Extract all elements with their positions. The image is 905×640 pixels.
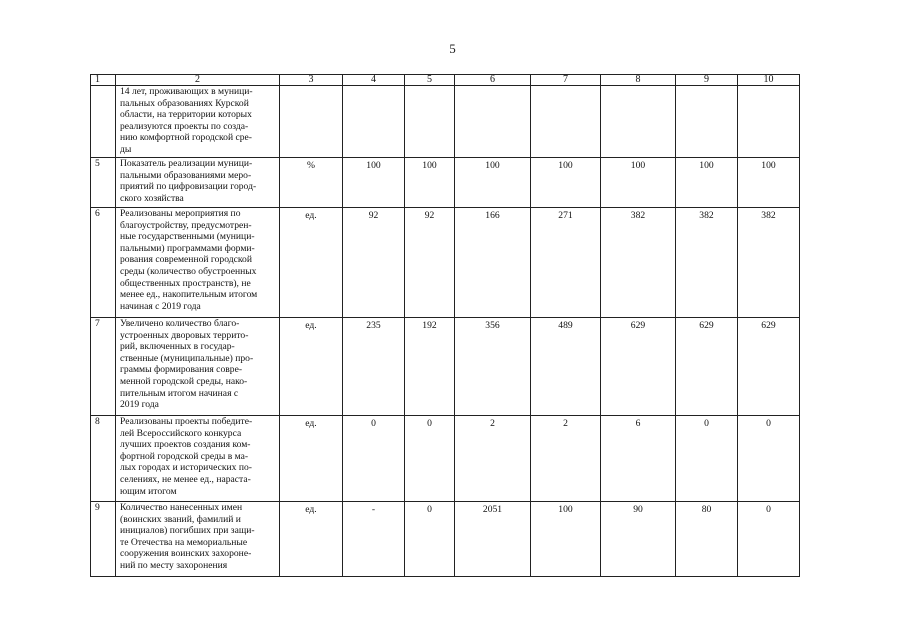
indicator-name-line: сооружения воинских захороне- xyxy=(120,548,252,560)
indicators-table xyxy=(90,74,800,577)
indicator-name-line: пальными) программами форми- xyxy=(120,242,255,254)
row-number: 8 xyxy=(91,416,116,502)
indicator-name-line: ющим итогом xyxy=(120,485,177,497)
indicator-name-line: пальными образованиями меро- xyxy=(120,169,252,181)
indicator-name-line: пительным итогом начиная с xyxy=(120,387,239,399)
value-cell: 80 xyxy=(676,502,738,577)
indicator-name-line: ского хозяйства xyxy=(120,192,184,204)
indicator-name-line: фортной городской среды в ма- xyxy=(120,450,249,462)
indicator-name-line: среды (количество обустроенных xyxy=(120,265,257,277)
value-cell: 0 xyxy=(405,502,455,577)
value-cell: 0 xyxy=(738,416,800,502)
value-cell xyxy=(676,86,738,158)
indicator-name-line: области, на территории которых xyxy=(120,109,252,121)
header-cell: 10 xyxy=(738,75,800,86)
table-row xyxy=(91,502,800,577)
header-cell: 2 xyxy=(116,75,280,86)
indicator-name xyxy=(116,86,280,158)
value-cell: 0 xyxy=(676,416,738,502)
indicator-name-line: пальных образованиях Курской xyxy=(120,97,249,109)
indicator-name-line: рий, включенных в государ- xyxy=(120,341,235,353)
indicator-name-line: 2019 года xyxy=(120,399,159,411)
value-cell: 629 xyxy=(738,318,800,416)
value-cell: 90 xyxy=(601,502,676,577)
table-header-row xyxy=(91,75,800,86)
indicator-name xyxy=(116,208,280,318)
row-number: 9 xyxy=(91,502,116,577)
value-cell: 100 xyxy=(601,158,676,208)
indicator-name-line: лых городах и исторических по- xyxy=(120,462,252,474)
value-cell: 100 xyxy=(676,158,738,208)
indicator-name-line: реализуются проекты по созда- xyxy=(120,120,249,132)
indicator-name-line: лей Всероссийского конкурса xyxy=(120,427,242,439)
unit-cell: ед. xyxy=(280,208,343,318)
value-cell xyxy=(455,86,531,158)
page-number: 5 xyxy=(449,41,456,56)
value-cell: 100 xyxy=(738,158,800,208)
value-cell: 629 xyxy=(601,318,676,416)
value-cell: 92 xyxy=(343,208,405,318)
value-cell: 192 xyxy=(405,318,455,416)
value-cell: 2 xyxy=(455,416,531,502)
header-cell: 4 xyxy=(343,75,405,86)
row-number: 6 xyxy=(91,208,116,318)
indicator-name-line: 14 лет, проживающих в муници- xyxy=(120,86,253,97)
value-cell: - xyxy=(343,502,405,577)
value-cell: 382 xyxy=(738,208,800,318)
indicator-name xyxy=(116,318,280,416)
row-number xyxy=(91,86,116,158)
value-cell: 235 xyxy=(343,318,405,416)
indicator-name-line: общественных пространств), не xyxy=(120,277,251,289)
unit-cell: ед. xyxy=(280,416,343,502)
table-row xyxy=(91,416,800,502)
value-cell: 166 xyxy=(455,208,531,318)
row-number: 5 xyxy=(91,158,116,208)
value-cell: 6 xyxy=(601,416,676,502)
table-row xyxy=(91,86,800,158)
value-cell: 356 xyxy=(455,318,531,416)
value-cell: 271 xyxy=(531,208,601,318)
value-cell xyxy=(531,86,601,158)
header-cell: 6 xyxy=(455,75,531,86)
indicator-name-line: (воинских званий, фамилий и xyxy=(120,513,241,525)
unit-cell: % xyxy=(280,158,343,208)
value-cell: 382 xyxy=(601,208,676,318)
indicator-name-line: ственные (муниципальные) про- xyxy=(120,352,254,364)
header-cell: 8 xyxy=(601,75,676,86)
value-cell: 100 xyxy=(405,158,455,208)
value-cell: 100 xyxy=(531,502,601,577)
indicator-name-line: начиная с 2019 года xyxy=(120,300,201,312)
unit-cell: ед. xyxy=(280,318,343,416)
indicator-name-line: нию комфортной городской сре- xyxy=(120,132,252,144)
indicator-name-line: Показатель реализации муници- xyxy=(120,158,253,169)
value-cell: 100 xyxy=(531,158,601,208)
header-cell: 3 xyxy=(280,75,343,86)
value-cell: 2 xyxy=(531,416,601,502)
indicator-name-line: те Отечества на мемориальные xyxy=(120,536,248,548)
value-cell: 489 xyxy=(531,318,601,416)
unit-cell xyxy=(280,86,343,158)
indicator-name-line: Реализованы проекты победите- xyxy=(120,416,253,427)
value-cell: 100 xyxy=(455,158,531,208)
indicator-name-line: менее ед., накопительным итогом xyxy=(120,289,258,301)
indicator-name-line: ные государственными (муници- xyxy=(120,231,255,243)
value-cell xyxy=(601,86,676,158)
header-cell: 7 xyxy=(531,75,601,86)
value-cell: 0 xyxy=(343,416,405,502)
unit-cell: ед. xyxy=(280,502,343,577)
indicator-name-line: ний по месту захоронения xyxy=(120,559,228,571)
value-cell: 100 xyxy=(343,158,405,208)
indicator-name-line: лучших проектов создания ком- xyxy=(120,439,251,451)
indicator-name xyxy=(116,416,280,502)
header-cell: 5 xyxy=(405,75,455,86)
value-cell xyxy=(738,86,800,158)
value-cell: 92 xyxy=(405,208,455,318)
value-cell: 629 xyxy=(676,318,738,416)
value-cell: 2051 xyxy=(455,502,531,577)
indicator-name-line: устроенных дворовых террито- xyxy=(120,329,249,341)
table-row xyxy=(91,208,800,318)
header-cell: 1 xyxy=(91,75,116,86)
indicator-name xyxy=(116,502,280,577)
indicator-name-line: Количество нанесенных имен xyxy=(120,502,243,513)
value-cell: 382 xyxy=(676,208,738,318)
indicator-name-line: менной городской среды, нако- xyxy=(120,375,248,387)
value-cell xyxy=(405,86,455,158)
value-cell xyxy=(343,86,405,158)
indicator-name-line: рования современной городской xyxy=(120,254,252,266)
indicator-name-line: приятий по цифровизации город- xyxy=(120,181,257,193)
indicator-name xyxy=(116,158,280,208)
table-row xyxy=(91,158,800,208)
indicator-name-line: Увеличено количество благо- xyxy=(120,318,240,329)
indicator-name-line: Реализованы мероприятия по xyxy=(120,208,241,219)
value-cell: 0 xyxy=(405,416,455,502)
header-cell: 9 xyxy=(676,75,738,86)
indicator-name-line: благоустройству, предусмотрен- xyxy=(120,219,252,231)
indicator-name-line: граммы формирования совре- xyxy=(120,364,243,376)
indicator-name-line: селениях, не менее ед., нараста- xyxy=(120,473,251,485)
indicator-name-line: ды xyxy=(120,143,132,155)
value-cell: 0 xyxy=(738,502,800,577)
row-number: 7 xyxy=(91,318,116,416)
table-row xyxy=(91,318,800,416)
indicator-name-line: инициалов) погибших при защи- xyxy=(120,525,255,537)
